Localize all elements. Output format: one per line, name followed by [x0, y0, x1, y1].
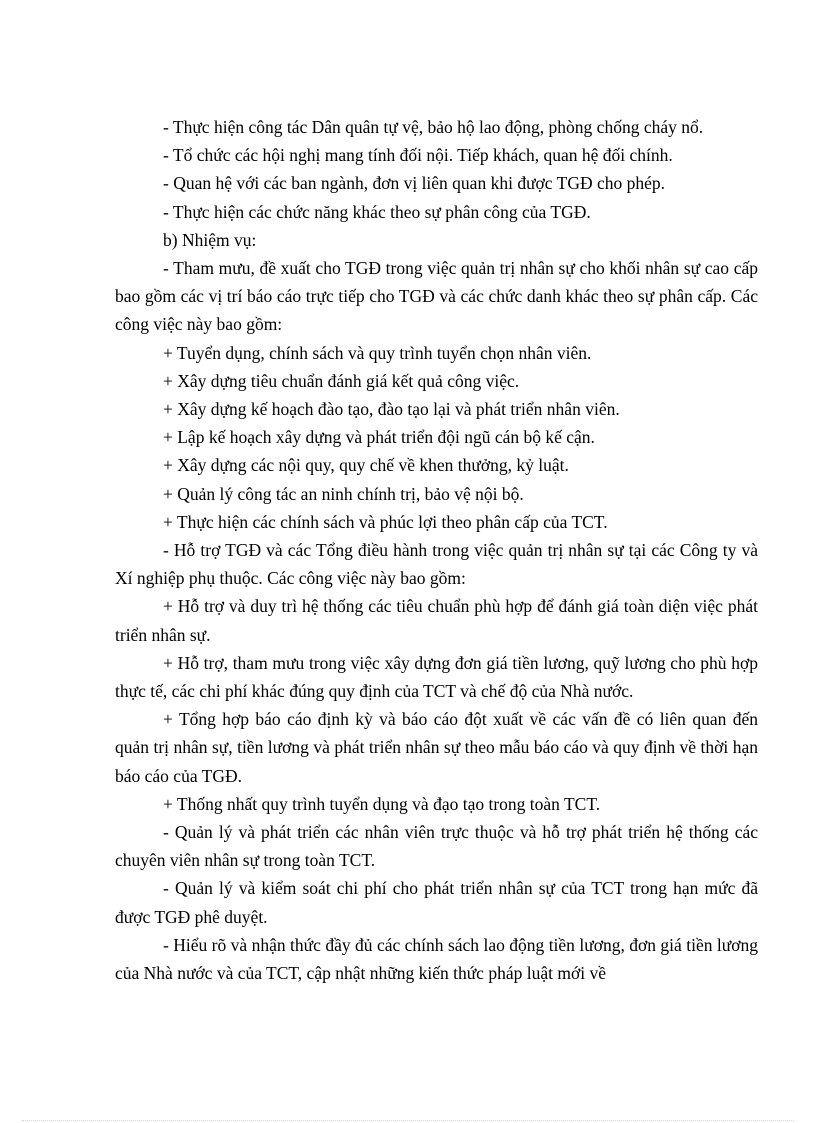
- list-item-recruitment: + Tuyển dụng, chính sách và quy trình tuyển chọn nhân viên.: [163, 342, 592, 363]
- paragraph-senior-hr-advisory: - Tham mưu, đề xuất cho TGĐ trong việc quản trị nhân sự cho khối nhân sự cao cấp bao gồm các vị trí báo cáo trực tiếp cho TGĐ và các chức danh khác theo sự phân cấp. Các công việc này bao gồm:: [115, 258, 758, 335]
- list-item-unified-process: + Thống nhất quy trình tuyển dụng và đạo tạo trong toàn TCT.: [163, 793, 601, 814]
- list-item-regulations: + Xây dựng các nội quy, quy chế về khen thưởng, kỷ luật.: [163, 455, 569, 476]
- paragraph-militia-duties: - Thực hiện công tác Dân quân tự vệ, bảo hộ lao động, phòng chống cháy nổ.: [163, 117, 704, 137]
- paragraph-internal-conferences: - Tổ chức các hội nghị mang tính đối nội. Tiếp khách, quan hệ đối chính.: [163, 145, 673, 166]
- page-bottom-divider: [22, 1120, 794, 1121]
- list-item-security: + Quản lý công tác an ninh chính trị, bảo vệ nội bộ.: [163, 483, 524, 504]
- list-item-reporting: + Tổng hợp báo cáo định kỳ và báo cáo đột xuất về các vấn đề có liên quan đến quản trị nhân sự, tiền lương và phát triển nhân sự theo mẫu báo cáo và quy định về thời hạn báo cáo của TGĐ.: [115, 709, 758, 786]
- paragraph-staff-development: - Quản lý và phát triển các nhân viên trực thuộc và hỗ trợ phát triển hệ thống các chuyên viên nhân sự trong toàn TCT.: [115, 822, 758, 871]
- paragraph-subsidiary-support: - Hỗ trợ TGĐ và các Tổng điều hành trong việc quản trị nhân sự tại các Công ty và Xí nghiệp phụ thuộc. Các công việc này bao gồm:: [115, 540, 758, 589]
- paragraph-agency-relations: - Quan hệ với các ban ngành, đơn vị liên quan khi được TGĐ cho phép.: [163, 173, 666, 194]
- document-page: [115, 113, 758, 987]
- list-item-successor-planning: + Lập kế hoạch xây dựng và phát triển đội ngũ cán bộ kế cận.: [163, 427, 595, 448]
- list-item-salary-advisory: + Hỗ trợ, tham mưu trong việc xây dựng đơn giá tiền lương, quỹ lương cho phù hợp thực tế, các chi phí khác đúng quy định của TCT và chế độ của Nhà nước.: [115, 652, 758, 702]
- list-item-welfare-policies: + Thực hiện các chính sách và phúc lợi theo phân cấp của TCT.: [163, 511, 608, 532]
- list-item-training-plan: + Xây dựng kế hoạch đào tạo, đào tạo lại và phát triển nhân viên.: [163, 399, 620, 420]
- paragraph-other-functions: - Thực hiện các chức năng khác theo sự phân công của TGĐ.: [163, 201, 591, 222]
- section-heading-tasks: b) Nhiệm vụ:: [163, 229, 257, 250]
- paragraph-policy-awareness: - Hiểu rõ và nhận thức đầy đủ các chính sách lao động tiền lương, đơn giá tiền lương của Nhà nước và của TCT, cập nhật những kiến thức pháp luật mới về: [115, 934, 758, 984]
- list-item-evaluation-standards: + Xây dựng tiêu chuẩn đánh giá kết quả công việc.: [163, 370, 520, 391]
- paragraph-cost-control: - Quản lý và kiểm soát chi phí cho phát triển nhân sự của TCT trong hạn mức đã được TGĐ phê duyệt.: [115, 878, 758, 927]
- list-item-standards-system: + Hỗ trợ và duy trì hệ thống các tiêu chuẩn phù hợp để đánh giá toàn diện việc phát triển nhân sự.: [115, 596, 758, 645]
